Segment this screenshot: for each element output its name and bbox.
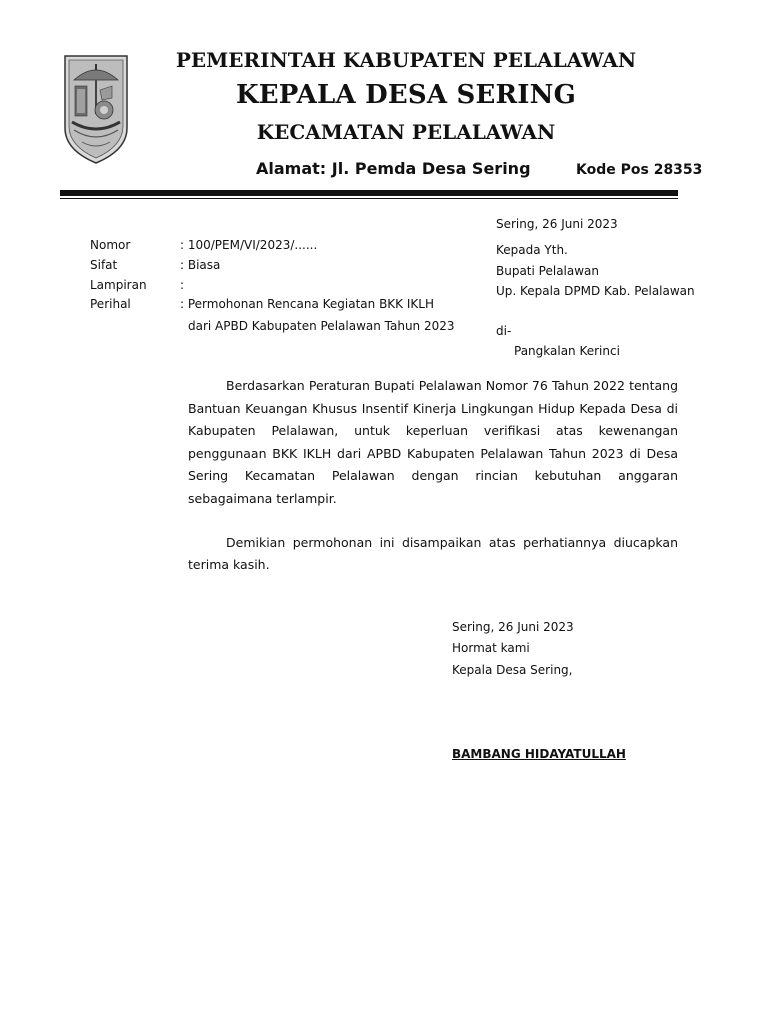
recipient-line1: Bupati Pelalawan	[496, 264, 600, 278]
district-heading: KECAMATAN PELALAWAN	[256, 120, 556, 144]
meta-value-perihal: : Permohonan Rencana Kegiatan BKK IKLH	[180, 297, 434, 311]
perihal-continuation: dari APBD Kabupaten Pelalawan Tahun 2023	[188, 319, 455, 333]
meta-value-nomor: : 100/PEM/VI/2023/......	[180, 238, 318, 252]
letter-date: Sering, 26 Juni 2023	[496, 217, 618, 231]
meta-value-lampiran: :	[180, 278, 185, 292]
meta-label-perihal: Perihal	[90, 297, 131, 311]
recipient-greeting: Kepada Yth.	[496, 243, 568, 257]
recipient-di: di-	[496, 324, 512, 338]
government-heading: PEMERINTAH KABUPATEN PELALAWAN	[175, 48, 637, 72]
signer-name: BAMBANG HIDAYATULLAH	[452, 747, 626, 761]
meta-value-sifat: : Biasa	[180, 258, 221, 272]
address: Alamat: Jl. Pemda Desa Sering	[256, 159, 531, 178]
body-paragraph-1: Berdasarkan Peraturan Bupati Pelalawan Nomor 76 Tahun 2022 tentang Bantuan Keuangan Khusus Insentif Kinerja Lingkungan Hidup Kepada Desa di Kabupaten Pelalawan, untuk keperluan verifikasi atas kewenangan penggunaan BKK IKLH dari APBD Kabupaten Pelalawan Tahun 2023 di Desa Sering Kecamatan Pelalawan dengan rincian kebutuhan anggaran sebagaimana terlampir.	[188, 378, 678, 506]
letter-body	[188, 375, 678, 577]
header-divider	[60, 190, 678, 196]
signature-date: Sering, 26 Juni 2023	[452, 620, 574, 634]
recipient-line2: Up. Kepala DPMD Kab. Pelalawan	[496, 284, 695, 298]
meta-label-nomor: Nomor	[90, 238, 131, 252]
meta-label-sifat: Sifat	[90, 258, 118, 272]
signature-title: Kepala Desa Sering,	[452, 663, 573, 677]
body-paragraph-2: Demikian permohonan ini disampaikan atas perhatiannya diucapkan terima kasih.	[188, 534, 678, 573]
meta-label-lampiran: Lampiran	[90, 278, 147, 292]
office-heading: KEPALA DESA SERING	[235, 80, 577, 110]
signature-closing: Hormat kami	[452, 641, 530, 655]
header-divider-thin	[60, 198, 678, 199]
postal-code: Kode Pos 28353	[576, 162, 703, 178]
recipient-place: Pangkalan Kerinci	[514, 344, 620, 358]
